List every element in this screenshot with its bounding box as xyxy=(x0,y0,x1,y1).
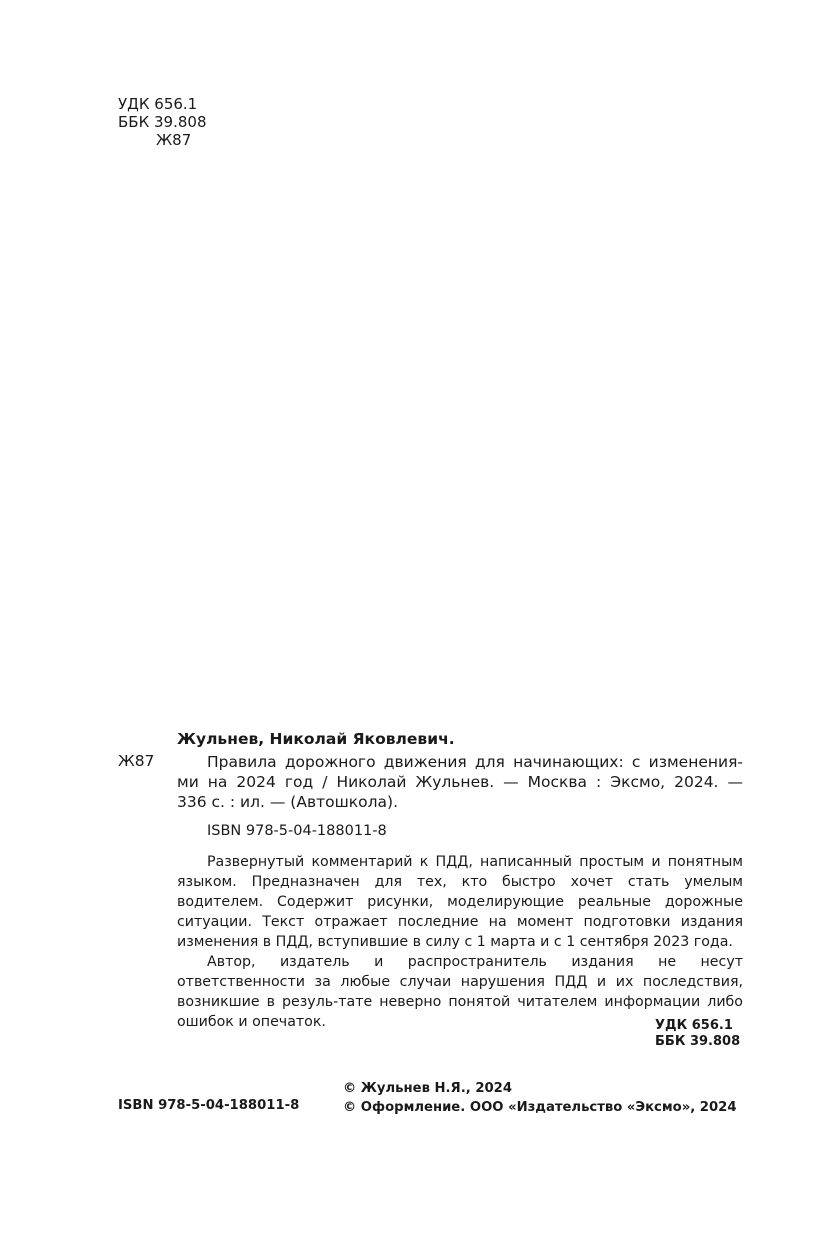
annotation xyxy=(177,852,743,1032)
author-heading: Жульнев, Николай Яковлевич. xyxy=(177,730,455,748)
bbk-code: ББК 39.808 xyxy=(655,1034,741,1049)
copyright-design: © Оформление. ООО «Издательство «Эксмо», 2024 xyxy=(343,1100,737,1115)
bbk-code: ББК 39.808 xyxy=(118,113,207,131)
isbn-bottom: ISBN 978-5-04-188011-8 xyxy=(118,1098,300,1113)
classification-codes-top xyxy=(118,95,206,149)
udk-code: УДК 656.1 xyxy=(655,1018,733,1033)
biblio-line: ми на 2024 год / Николай Жульнев. — Москва : Эксмо, 2024. — xyxy=(177,773,743,791)
cutter-code: Ж87 xyxy=(156,131,192,149)
biblio-line: Правила дорожного движения для начинающих: с изменения- xyxy=(207,753,743,771)
bibliographic-description xyxy=(177,752,743,812)
biblio-line: 336 с. : ил. — (Автошкола). xyxy=(177,793,399,811)
annotation-paragraph: Автор, издатель и распространитель издания не несут ответственности за любые случаи нарушения ПДД и их последствия, возникшие в резуль-тате неверно понятой читателем информации либо ошибок и опечаток. xyxy=(177,954,743,1030)
isbn: ISBN 978-5-04-188011-8 xyxy=(207,823,387,839)
copyright-block xyxy=(343,1079,737,1117)
annotation-paragraph: Развернутый комментарий к ПДД, написанный простым и понятным языком. Предназначен для тех, кто быстро хочет стать умелым водителем. Содержит рисунки, моделирующие реальные дорожные ситуации. Текст отражает последние на момент подготовки издания изменения в ПДД, вступившие в силу с 1 марта и с 1 сентября 2023 года. xyxy=(177,854,743,950)
udk-code: УДК 656.1 xyxy=(118,95,198,113)
copyright-author: © Жульнев Н.Я., 2024 xyxy=(343,1081,513,1096)
classification-codes-bottom xyxy=(655,1018,740,1050)
cutter-mark: Ж87 xyxy=(118,752,155,770)
